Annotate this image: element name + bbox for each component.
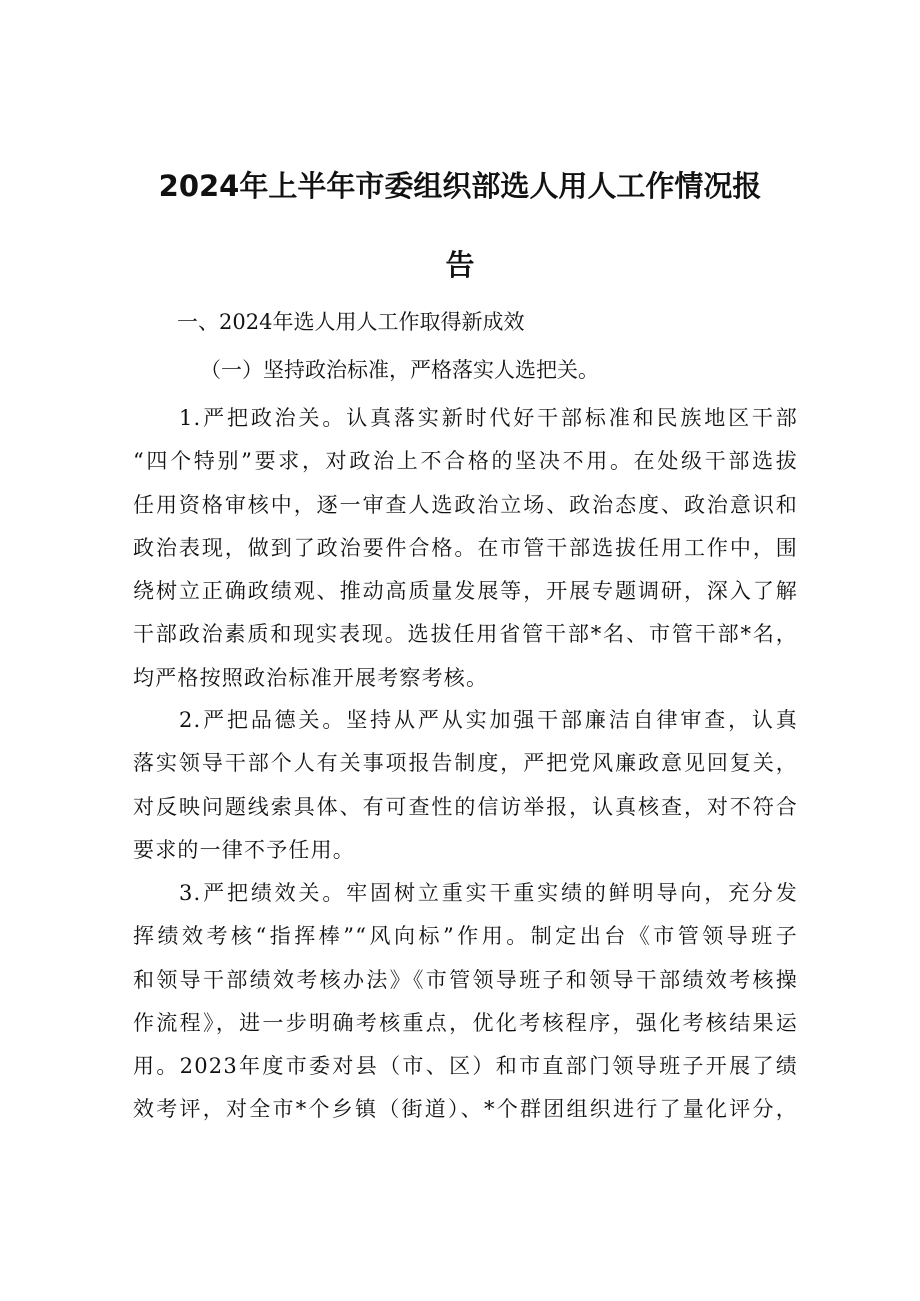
paragraph-performance <box>133 879 798 1139</box>
paragraph-moral <box>133 706 798 879</box>
paragraph-line: 3.严把绩效关。牢固树立重实干重实绩的鲜明导向，充分发 <box>179 881 798 905</box>
paragraph-line: 绕树立正确政绩观、推动高质量发展等，开展专题调研，深入了解 <box>133 579 798 604</box>
document-title-line-2: 告 <box>445 248 475 282</box>
subsection-heading: （一）坚持政治标准，严格落实人选把关。 <box>200 358 599 382</box>
paragraph-line: 落实领导干部个人有关事项报告制度，严把党风廉政意见回复关， <box>133 751 798 776</box>
paragraph-line: 均严格按照政治标准开展考察考核。 <box>133 665 489 690</box>
paragraph-line: 1.严把政治关。认真落实新时代好干部标准和民族地区干部 <box>179 406 798 430</box>
section-heading: 一、2024年选人用人工作取得新成效 <box>177 310 525 334</box>
paragraph-political <box>133 404 798 707</box>
paragraph-line: 任用资格审核中，逐一审查人选政治立场、政治态度、政治意识和 <box>133 492 798 517</box>
paragraph-line: 和领导干部绩效考核办法》《市管领导班子和领导干部绩效考核操 <box>133 967 798 992</box>
paragraph-line: 作流程》，进一步明确考核重点，优化考核程序，强化考核结果运 <box>133 1010 798 1035</box>
document-title-line-1: 2024年上半年市委组织部选人用人工作情况报 <box>158 169 762 203</box>
paragraph-line: 对反映问题线索具体、有可查性的信访举报，认真核查，对不符合 <box>133 794 798 819</box>
paragraph-line: 用。2023年度市委对县（市、区）和市直部门领导班子开展了绩 <box>133 1054 798 1079</box>
paragraph-line: 政治表现，做到了政治要件合格。在市管干部选拔任用工作中，围 <box>133 535 798 560</box>
paragraph-line: 要求的一律不予任用。 <box>133 837 355 862</box>
paragraph-line: 干部政治素质和现实表现。选拔任用省管干部*名、市管干部*名， <box>133 622 798 647</box>
paragraph-line: “四个特别”要求，对政治上不合格的坚决不用。在处级干部选拔 <box>133 449 798 474</box>
paragraph-line: 效考评，对全市*个乡镇（街道）、*个群团组织进行了量化评分， <box>133 1097 798 1122</box>
paragraph-line: 2.严把品德关。坚持从严从实加强干部廉洁自律审查，认真 <box>179 708 798 732</box>
paragraph-line: 挥绩效考核“指挥棒”“风向标”作用。制定出台《市管领导班子 <box>133 924 798 949</box>
